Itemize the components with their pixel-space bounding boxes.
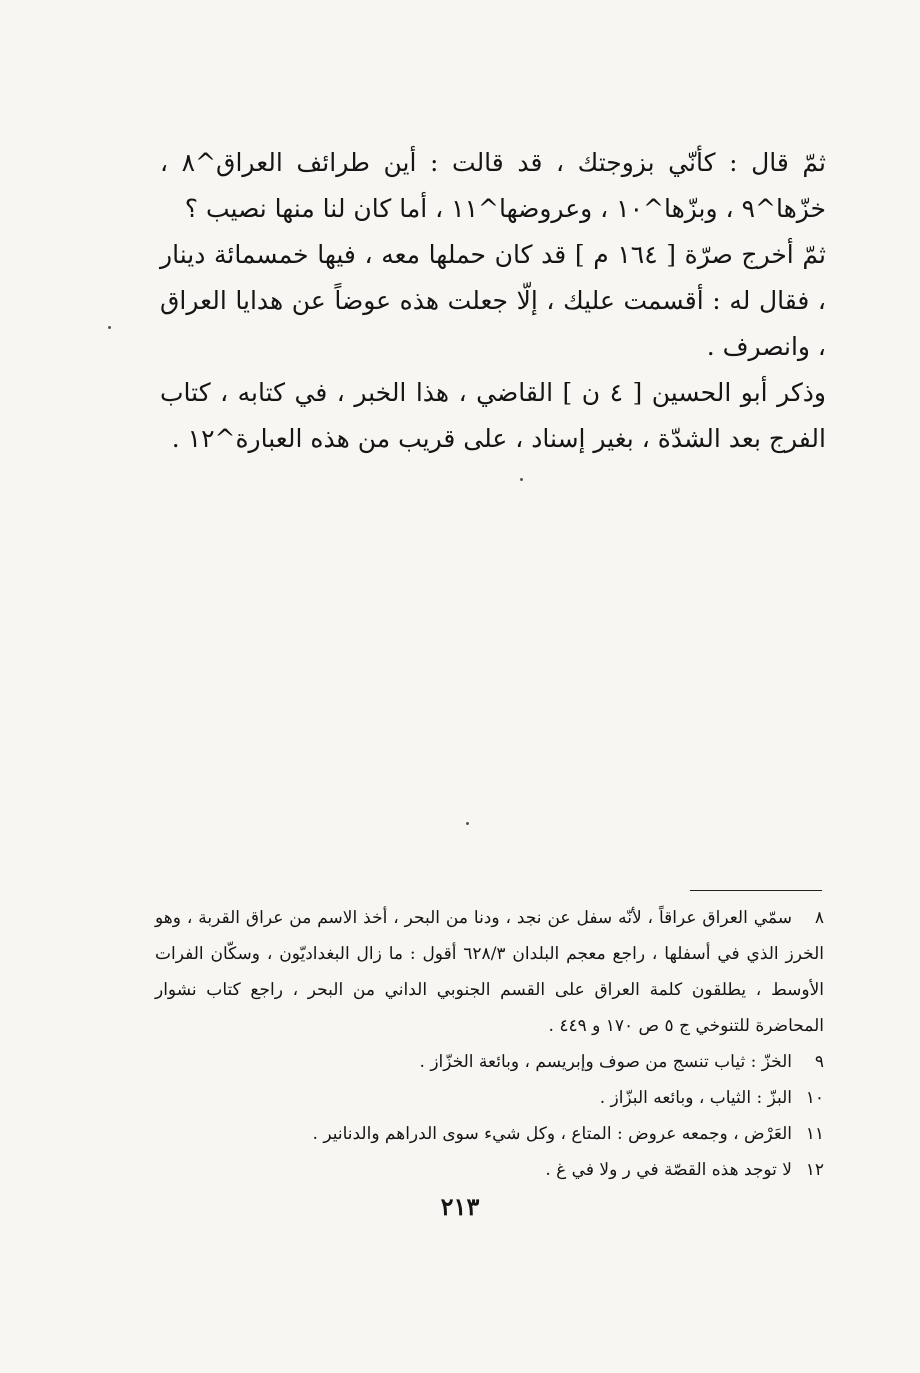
footnotes	[155, 900, 824, 1188]
footnote-number: ١٢	[805, 1160, 824, 1180]
footnote-12	[155, 1152, 824, 1188]
footnote-text: الخزّ : ثياب تنسج من صوف وإبريسم ، وبائعة الخزّاز .	[419, 1052, 792, 1072]
footnote-number: ٩	[814, 1052, 824, 1072]
footnote-8	[155, 900, 824, 1044]
paper-speck	[108, 326, 111, 329]
footnote-number: ١٠	[805, 1088, 824, 1108]
footnote-text: سمّي العراق عراقاً ، لأنّه سفل عن نجد ، ودنا من البحر ، أخذ الاسم من عراق القربة ، وهو الخرز الذي في أسفلها ، راجع معجم البلدان ٦٢٨/٣ أقول : ما زال البغداديّون ، وسكّان الفرات الأوسط ، يطلقون كلمة العراق على القسم الجنوبي الداني من البحر ، راجع كتاب نشوار المحاضرة للتنوخي ج ٥ ص ١٧٠ و ٤٤٩ .	[155, 908, 824, 1036]
footnote-11	[155, 1116, 824, 1152]
footnote-number: ١١	[805, 1124, 824, 1144]
paragraph-1: ثمّ قال : كأنّي بزوجتك ، قد قالت : أين طرائف العراق^٨ ، خزّها^٩ ، وبزّها^١٠ ، وعروضها^١١ ، أما كان لنا منها نصيب ؟	[160, 148, 827, 223]
footnote-number: ٨	[814, 908, 824, 928]
footnote-text: العَرْض ، وجمعه عروض : المتاع ، وكل شيء سوى الدراهم والدنانير .	[312, 1124, 792, 1144]
footnote-separator	[690, 890, 822, 891]
footnote-text: البزّ : الثياب ، وبائعه البزّاز .	[599, 1088, 792, 1108]
paragraph-2: ثمّ أخرج صرّة [ ١٦٤ م ] قد كان حملها معه ، فيها خمسمائة دينار ، فقال له : أقسمت عليك ، إلّا جعلت هذه عوضاً عن هدايا العراق ، وانصرف .	[160, 240, 826, 361]
footnote-9	[155, 1044, 824, 1080]
paragraph-3: وذكر أبو الحسين [ ٤ ن ] القاضي ، هذا الخبر ، في كتابه ، كتاب الفرج بعد الشدّة ، بغير إسناد ، على قريب من هذه العبارة^١٢ .	[160, 378, 826, 453]
main-text	[160, 140, 826, 462]
paper-speck	[466, 822, 469, 825]
footnote-10	[155, 1080, 824, 1116]
page-number: ٢١٣	[440, 1192, 480, 1221]
paper-speck	[520, 478, 523, 481]
footnote-text: لا توجد هذه القصّة في ر ولا في غ .	[545, 1160, 792, 1180]
